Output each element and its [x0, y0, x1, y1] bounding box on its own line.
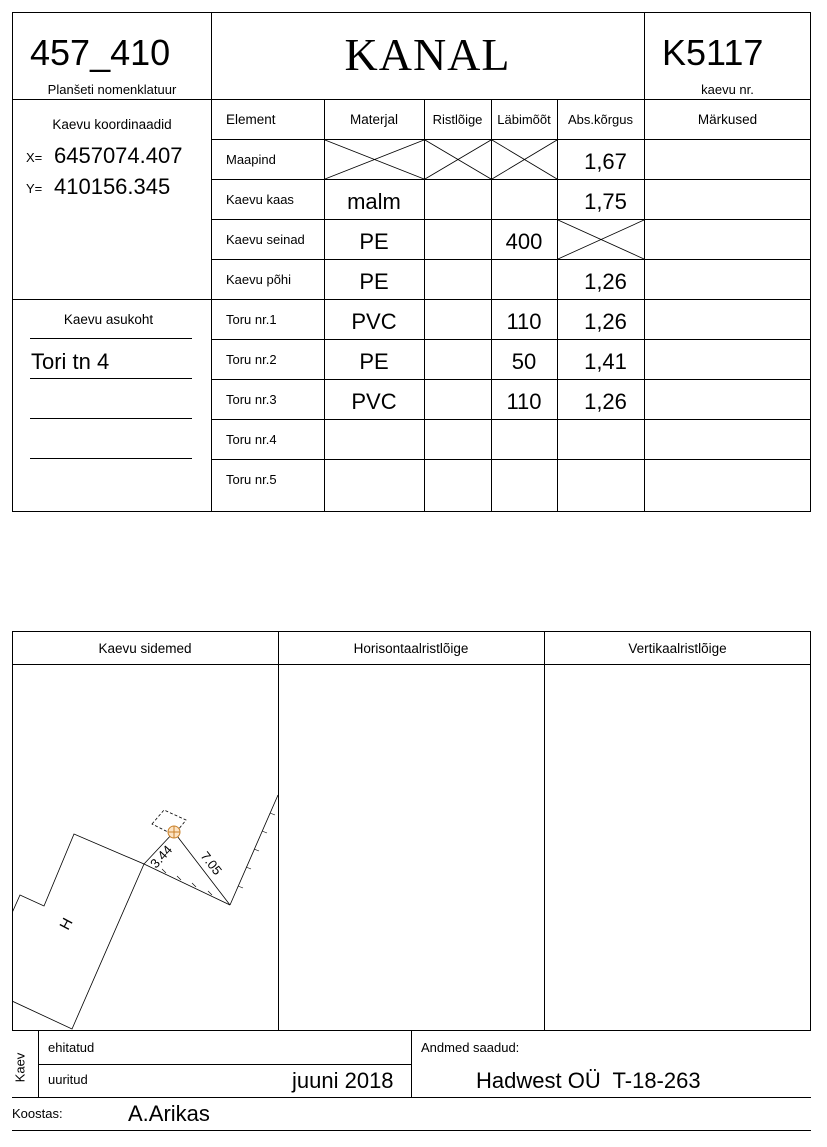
- section-horizontal-title: Horisontaalristlõige: [353, 641, 469, 656]
- row-material: malm: [347, 189, 401, 214]
- row-height: 1,41: [584, 349, 627, 374]
- header-diameter: Läbimõõt: [497, 112, 551, 127]
- dimension-label-1: 3.44: [147, 842, 176, 872]
- row-element: Toru nr.2: [226, 352, 277, 367]
- dimension-label-2: 7.05: [197, 848, 226, 878]
- surveyed-date: juuni 2018: [292, 1068, 394, 1093]
- row-element: Kaevu seinad: [226, 232, 305, 247]
- footer-mid-line: [38, 1064, 411, 1065]
- location-label: Kaevu asukoht: [63, 312, 154, 327]
- row-height: 1,26: [584, 269, 627, 294]
- row-height: 1,26: [584, 309, 627, 334]
- y-label: Y=: [26, 181, 43, 196]
- sections-divider-2: [544, 631, 545, 1031]
- row-diameter: 110: [506, 389, 542, 414]
- well-number-label: kaevu nr.: [701, 82, 754, 97]
- well-symbol: [168, 826, 180, 838]
- row-element: Kaevu põhi: [226, 272, 292, 287]
- building-label: H: [56, 915, 77, 933]
- compiled-bottom-line: [12, 1130, 811, 1131]
- x-label: X=: [26, 150, 43, 165]
- sections-divider-1: [278, 631, 279, 1031]
- row-element: Kaevu kaas: [226, 192, 294, 207]
- row-diameter: 400: [505, 229, 543, 254]
- row-material: PVC: [351, 309, 397, 334]
- well-number: K5117: [662, 32, 764, 73]
- row-diameter: 50: [511, 349, 537, 374]
- row-height: 1,67: [584, 149, 627, 174]
- surveyed-label: uuritud: [48, 1072, 88, 1087]
- header-abs-height: Abs.kõrgus: [567, 112, 634, 127]
- row-height: 1,75: [584, 189, 627, 214]
- section-vertical-title: Vertikaalristlõige: [628, 641, 727, 656]
- row-element: Toru nr.5: [226, 472, 277, 487]
- nomenclature-label: Planšeti nomenklatuur: [47, 82, 177, 97]
- row-element: Toru nr.4: [226, 432, 277, 447]
- row-material: PE: [359, 269, 389, 294]
- data-source-value: Hadwest OÜ T-18-263: [476, 1068, 701, 1093]
- row-diameter: 110: [506, 309, 542, 334]
- footer-divider-2: [411, 1030, 412, 1098]
- form-title: KANAL: [344, 29, 511, 80]
- location-sketch: [12, 665, 278, 1031]
- compiled-label: Koostas:: [12, 1106, 63, 1121]
- data-source-label: Andmed saadud:: [421, 1040, 520, 1055]
- nomenclature-value: 457_410: [30, 32, 171, 73]
- row-height: 1,26: [584, 389, 627, 414]
- compiled-value: A.Arikas: [128, 1101, 210, 1126]
- table-grid: [0, 0, 827, 520]
- row-material: PE: [359, 229, 389, 254]
- row-material: PE: [359, 349, 389, 374]
- x-value: 6457074.407: [54, 143, 183, 168]
- coordinates-label: Kaevu koordinaadid: [52, 117, 172, 132]
- row-element: Toru nr.3: [226, 392, 277, 407]
- row-element: Toru nr.1: [226, 312, 277, 327]
- section-connections-title: Kaevu sidemed: [98, 641, 192, 656]
- header-material: Materjal: [349, 112, 398, 127]
- footer-side-label: Kaev: [12, 1052, 28, 1083]
- header-element: Element: [226, 112, 276, 127]
- header-notes: Märkused: [697, 112, 758, 127]
- building-outline: [12, 834, 144, 1029]
- row-material: PVC: [351, 389, 397, 414]
- header-cross-section: Ristlõige: [432, 112, 483, 127]
- y-value: 410156.345: [54, 174, 171, 199]
- location-line-1: Tori tn 4: [31, 349, 110, 374]
- built-label: ehitatud: [48, 1040, 95, 1055]
- row-element: Maapind: [226, 152, 276, 167]
